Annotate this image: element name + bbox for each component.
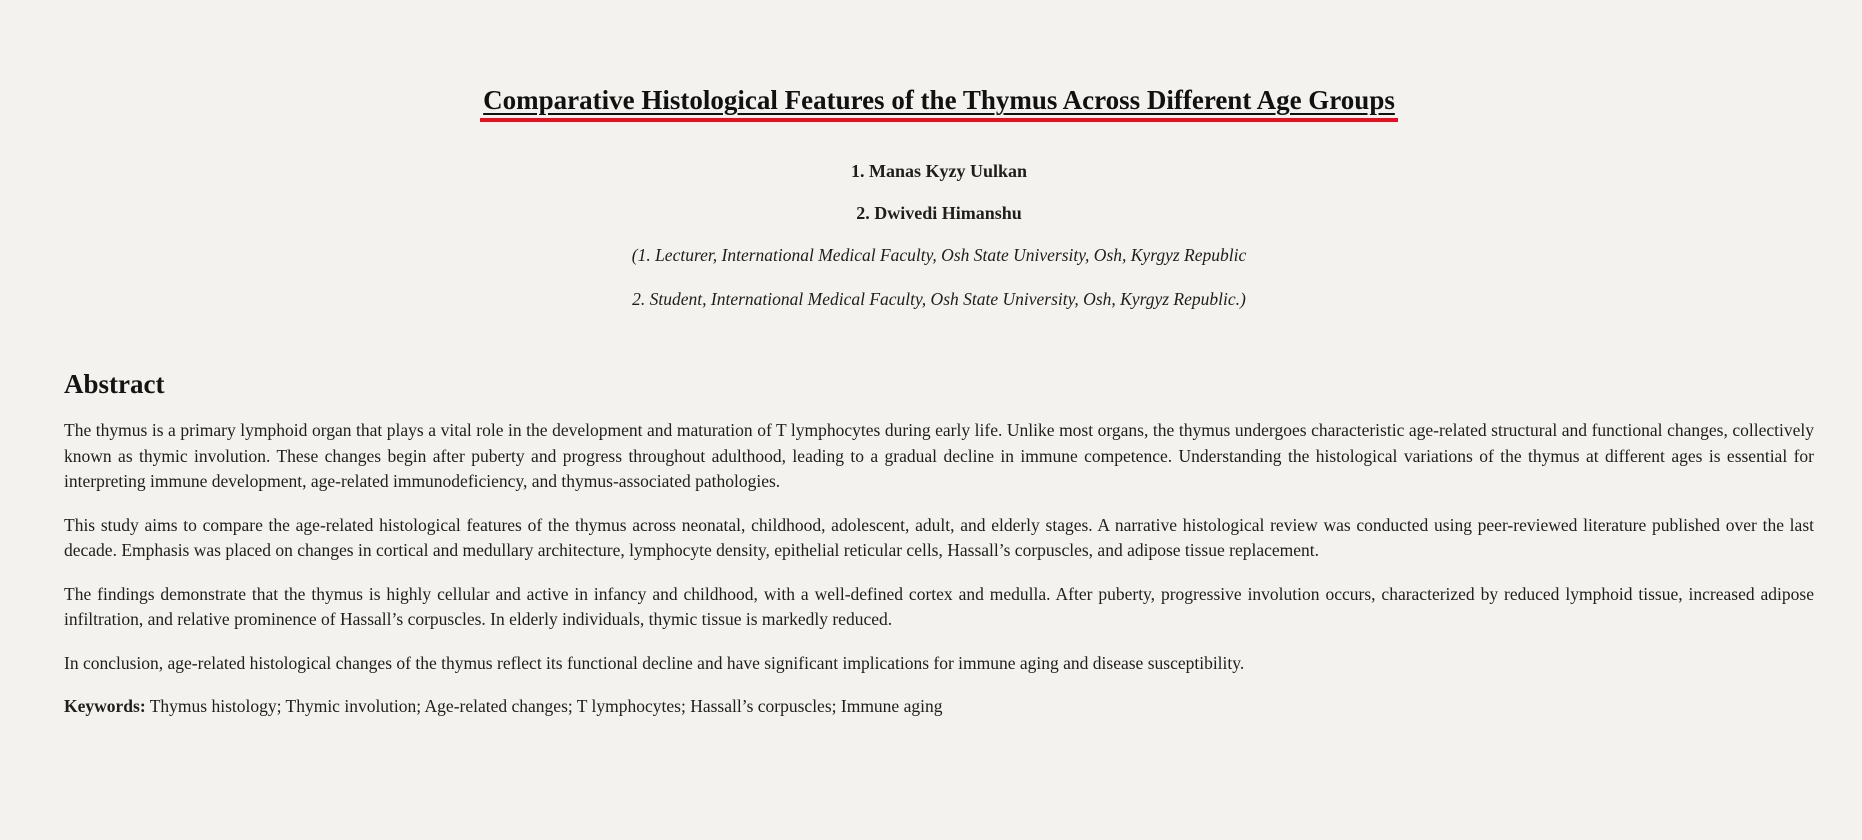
paper-header (64, 84, 1814, 310)
abstract-paragraph-1: The thymus is a primary lymphoid organ that plays a vital role in the development and maturation of T lymphocytes during early life. Unlike most organs, the thymus undergoes characteristic age-related structural and functional changes, collectively known as thymic involution. These changes begin after puberty and progress throughout adulthood, leading to a gradual decline in immune competence. Understanding the histological variations of the thymus at different ages is essential for interpreting immune development, age-related immunodeficiency, and thymus-associated pathologies. (64, 420, 1814, 492)
page-title (64, 84, 1814, 122)
abstract-paragraph-2: This study aims to compare the age-related histological features of the thymus across neonatal, childhood, adolescent, adult, and elderly stages. A narrative histological review was conducted using peer-reviewed literature published over the last decade. Emphasis was placed on changes in cortical and medullary architecture, lymphocyte density, epithelial reticular cells, Hassall’s corpuscles, and adipose tissue replacement. (64, 514, 1814, 561)
affiliation-line-1: (1. Lecturer, International Medical Faculty, Osh State University, Osh, Kyrgyz Republic (631, 245, 1247, 266)
title-red-underline (480, 84, 1398, 122)
author-line-2: 2. Dwivedi Himanshu (856, 203, 1022, 224)
abstract-paragraph-3: The findings demonstrate that the thymus is highly cellular and active in infancy and childhood, with a well-defined cortex and medulla. After puberty, progressive involution occurs, characterized by reduced lymphoid tissue, increased adipose infiltration, and relative prominence of Hassall’s corpuscles. In elderly individuals, thymic tissue is markedly reduced. (64, 583, 1814, 630)
abstract-heading: Abstract (64, 369, 165, 400)
abstract-section (64, 368, 1814, 720)
keywords-label: Keywords: (64, 696, 146, 717)
affiliation-line-2: 2. Student, International Medical Faculty, Osh State University, Osh, Kyrgyz Republic.) (632, 289, 1246, 310)
keywords-line (64, 694, 1814, 720)
author-line-1: 1. Manas Kyzy Uulkan (850, 161, 1028, 182)
keywords-text: Thymus histology; Thymic involution; Age-related changes; T lymphocytes; Hassall’s corpuscles; Immune aging (149, 696, 943, 717)
abstract-paragraph-4: In conclusion, age-related histological changes of the thymus reflect its functional decline and have significant implications for immune aging and disease susceptibility. (64, 652, 1245, 673)
document-page (0, 84, 1862, 840)
title-text: Comparative Histological Features of the Thymus Across Different Age Groups (483, 85, 1395, 115)
